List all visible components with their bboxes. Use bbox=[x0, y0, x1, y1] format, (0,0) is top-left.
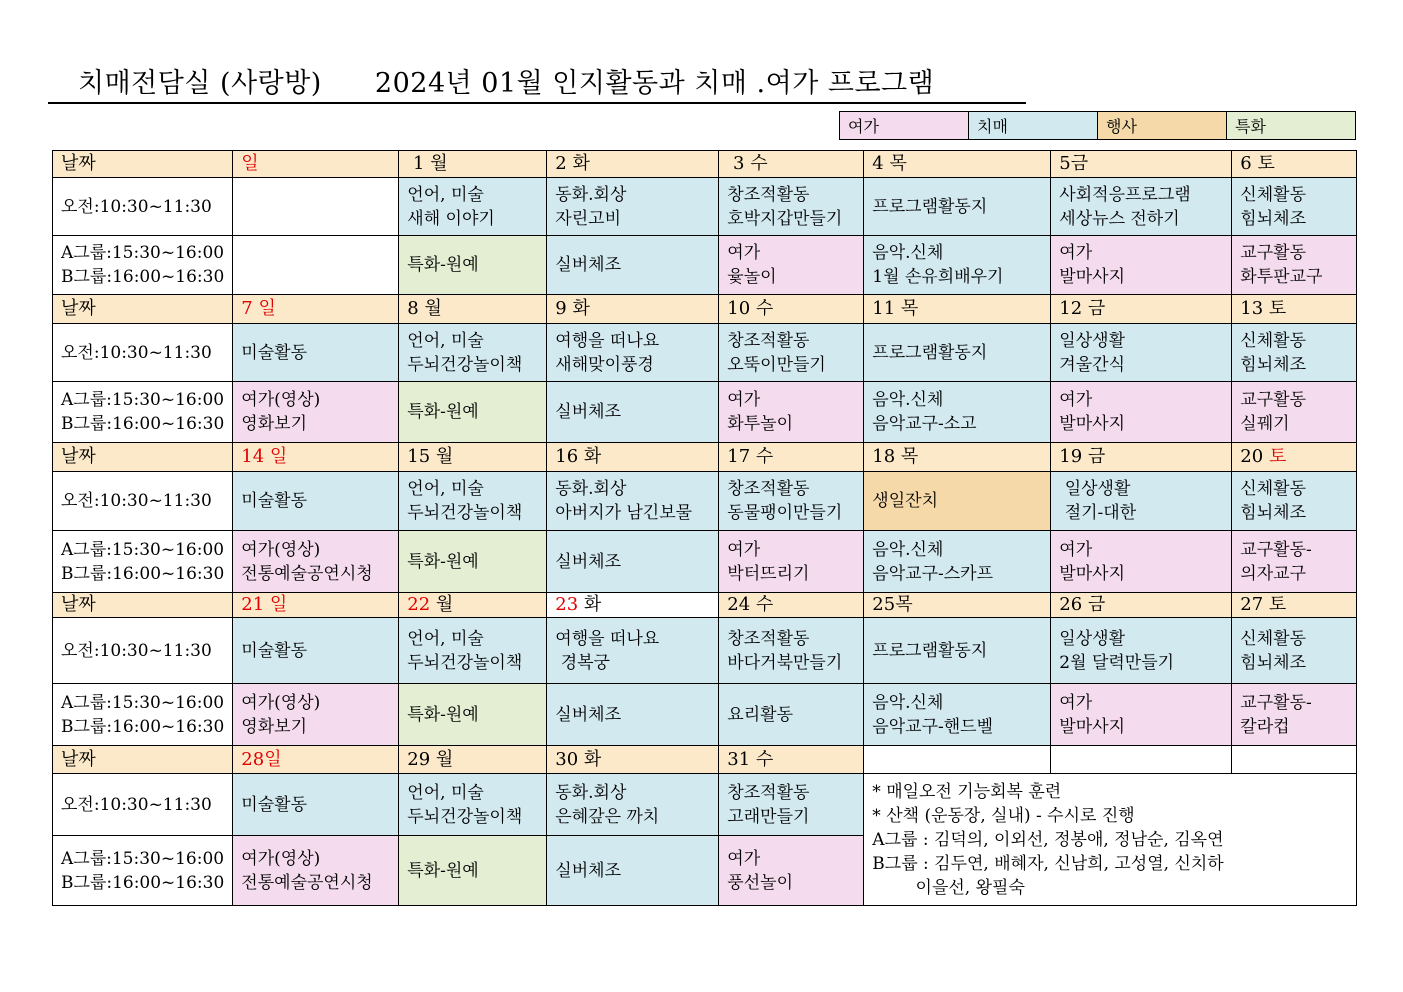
activity-cell: 특화-원예 bbox=[399, 382, 547, 443]
activity-cell: 특화-원예 bbox=[399, 684, 547, 746]
morning-time: 오전:10:30~11:30 bbox=[53, 618, 233, 684]
morning-time: 오전:10:30~11:30 bbox=[53, 178, 233, 236]
activity-cell: 여가(영상) 전통예술공연시청 bbox=[233, 836, 399, 906]
activity-cell: 실버체조 bbox=[547, 236, 719, 295]
activity-cell: 신체활동 힘뇌체조 bbox=[1232, 324, 1357, 382]
date-row bbox=[53, 746, 1357, 774]
activity-cell: 신체활동 힘뇌체조 bbox=[1232, 618, 1357, 684]
date-cell-empty bbox=[1232, 746, 1357, 774]
date-cell: 16 화 bbox=[547, 443, 719, 472]
date-cell: 22 월 bbox=[399, 593, 547, 618]
afternoon-time: A그룹:15:30~16:00 B그룹:16:00~16:30 bbox=[53, 531, 233, 593]
activity-cell: 음악.신체 1월 손유희배우기 bbox=[864, 236, 1051, 295]
activity-cell: 언어, 미술 두뇌건강놀이책 bbox=[399, 324, 547, 382]
date-cell: 11 목 bbox=[864, 295, 1051, 324]
legend-yeoga: 여가 bbox=[840, 112, 969, 140]
activity-cell: 여가 발마사지 bbox=[1051, 684, 1232, 746]
date-cell: 5금 bbox=[1051, 151, 1232, 178]
date-cell: 25목 bbox=[864, 593, 1051, 618]
activity-cell: 미술활동 bbox=[233, 324, 399, 382]
activity-cell: 실버체조 bbox=[547, 836, 719, 906]
date-cell-empty bbox=[1051, 746, 1232, 774]
date-cell: 18 목 bbox=[864, 443, 1051, 472]
activity-cell: 실버체조 bbox=[547, 531, 719, 593]
activity-cell: 동화.회상 은혜갚은 까치 bbox=[547, 774, 719, 836]
activity-cell: 프로그램활동지 bbox=[864, 178, 1051, 236]
date-cell: 14 일 bbox=[233, 443, 399, 472]
activity-cell: 언어, 미술 두뇌건강놀이책 bbox=[399, 618, 547, 684]
date-cell: 20 토 bbox=[1232, 443, 1357, 472]
schedule-table bbox=[52, 150, 1357, 906]
date-cell: 2 화 bbox=[547, 151, 719, 178]
morning-row bbox=[53, 472, 1357, 531]
activity-cell: 교구활동 실꿰기 bbox=[1232, 382, 1357, 443]
date-row bbox=[53, 593, 1357, 618]
date-cell: 31 수 bbox=[719, 746, 864, 774]
date-cell: 13 토 bbox=[1232, 295, 1357, 324]
activity-cell: 특화-원예 bbox=[399, 236, 547, 295]
activity-cell: 신체활동 힘뇌체조 bbox=[1232, 472, 1357, 531]
date-cell: 23 화 bbox=[547, 593, 719, 618]
activity-cell: 언어, 미술 두뇌건강놀이책 bbox=[399, 774, 547, 836]
activity-cell: 여가 발마사지 bbox=[1051, 531, 1232, 593]
date-row bbox=[53, 151, 1357, 178]
activity-cell: 여가 윷놀이 bbox=[719, 236, 864, 295]
activity-cell: 여가 풍선놀이 bbox=[719, 836, 864, 906]
activity-cell: 언어, 미술 두뇌건강놀이책 bbox=[399, 472, 547, 531]
date-label: 날짜 bbox=[53, 295, 233, 324]
activity-cell: 미술활동 bbox=[233, 774, 399, 836]
activity-cell: 동화.회상 자린고비 bbox=[547, 178, 719, 236]
afternoon-row bbox=[53, 531, 1357, 593]
title-room: 치매전담실 (사랑방) bbox=[78, 68, 322, 99]
date-cell: 4 목 bbox=[864, 151, 1051, 178]
date-cell: 1 월 bbox=[399, 151, 547, 178]
activity-cell: 미술활동 bbox=[233, 472, 399, 531]
activity-cell: 여가 발마사지 bbox=[1051, 382, 1232, 443]
activity-cell: 여행을 떠나요 새해맞이풍경 bbox=[547, 324, 719, 382]
activity-cell: 실버체조 bbox=[547, 382, 719, 443]
date-cell: 3 수 bbox=[719, 151, 864, 178]
legend-chimae: 치매 bbox=[969, 112, 1098, 140]
date-cell: 8 월 bbox=[399, 295, 547, 324]
date-cell: 일 bbox=[233, 151, 399, 178]
date-label: 날짜 bbox=[53, 443, 233, 472]
activity-cell: 음악.신체 음악교구-스카프 bbox=[864, 531, 1051, 593]
morning-row bbox=[53, 178, 1357, 236]
date-cell: 6 토 bbox=[1232, 151, 1357, 178]
activity-cell: 미술활동 bbox=[233, 618, 399, 684]
date-label: 날짜 bbox=[53, 593, 233, 618]
date-cell: 9 화 bbox=[547, 295, 719, 324]
activity-cell: 여가 박터뜨리기 bbox=[719, 531, 864, 593]
afternoon-time: A그룹:15:30~16:00 B그룹:16:00~16:30 bbox=[53, 836, 233, 906]
date-label: 날짜 bbox=[53, 151, 233, 178]
activity-cell: 요리활동 bbox=[719, 684, 864, 746]
notes-panel: * 매일오전 기능회복 훈련 * 산책 (운동장, 실내) - 수시로 진행 A그룹 : 김덕의, 이외선, 정봉애, 정남순, 김옥연 B그룹 : 김두연, 배혜자, 신남희, 고성열, 신치하 이을선, 왕필숙 bbox=[864, 774, 1357, 906]
activity-cell: 생일잔치 bbox=[864, 472, 1051, 531]
morning-row bbox=[53, 618, 1357, 684]
activity-cell: 동화.회상 아버지가 남긴보물 bbox=[547, 472, 719, 531]
activity-cell: 여가(영상) 영화보기 bbox=[233, 382, 399, 443]
date-cell-empty bbox=[864, 746, 1051, 774]
date-cell: 7 일 bbox=[233, 295, 399, 324]
date-cell: 12 금 bbox=[1051, 295, 1232, 324]
afternoon-time: A그룹:15:30~16:00 B그룹:16:00~16:30 bbox=[53, 236, 233, 295]
date-cell: 26 금 bbox=[1051, 593, 1232, 618]
activity-cell: 음악.신체 음악교구-핸드벨 bbox=[864, 684, 1051, 746]
activity-cell bbox=[233, 236, 399, 295]
morning-row bbox=[53, 324, 1357, 382]
activity-cell: 프로그램활동지 bbox=[864, 618, 1051, 684]
date-label: 날짜 bbox=[53, 746, 233, 774]
activity-cell: 창조적활동 바다거북만들기 bbox=[719, 618, 864, 684]
morning-time: 오전:10:30~11:30 bbox=[53, 472, 233, 531]
activity-cell: 여행을 떠나요 경복궁 bbox=[547, 618, 719, 684]
page-title bbox=[48, 66, 1026, 104]
afternoon-time: A그룹:15:30~16:00 B그룹:16:00~16:30 bbox=[53, 382, 233, 443]
legend-special: 특화 bbox=[1227, 112, 1356, 140]
activity-cell: 창조적활동 오뚝이만들기 bbox=[719, 324, 864, 382]
activity-cell: 특화-원예 bbox=[399, 836, 547, 906]
date-cell: 29 월 bbox=[399, 746, 547, 774]
date-cell: 10 수 bbox=[719, 295, 864, 324]
date-cell: 28일 bbox=[233, 746, 399, 774]
activity-cell: 창조적활동 동물팽이만들기 bbox=[719, 472, 864, 531]
date-row bbox=[53, 443, 1357, 472]
date-cell: 27 토 bbox=[1232, 593, 1357, 618]
afternoon-row bbox=[53, 684, 1357, 746]
date-cell: 17 수 bbox=[719, 443, 864, 472]
activity-cell: 일상생활 절기-대한 bbox=[1051, 472, 1232, 531]
activity-cell: 음악.신체 음악교구-소고 bbox=[864, 382, 1051, 443]
date-cell: 30 화 bbox=[547, 746, 719, 774]
activity-cell: 특화-원예 bbox=[399, 531, 547, 593]
activity-cell: 신체활동 힘뇌체조 bbox=[1232, 178, 1357, 236]
morning-time: 오전:10:30~11:30 bbox=[53, 774, 233, 836]
date-cell: 19 금 bbox=[1051, 443, 1232, 472]
activity-cell: 교구활동 화투판교구 bbox=[1232, 236, 1357, 295]
date-cell: 15 월 bbox=[399, 443, 547, 472]
activity-cell: 여가 발마사지 bbox=[1051, 236, 1232, 295]
activity-cell: 일상생활 2월 달력만들기 bbox=[1051, 618, 1232, 684]
afternoon-row bbox=[53, 236, 1357, 295]
title-program: 2024년 01월 인지활동과 치매 .여가 프로그램 bbox=[374, 68, 935, 99]
legend-event: 행사 bbox=[1098, 112, 1227, 140]
color-legend bbox=[839, 111, 1356, 140]
date-row bbox=[53, 295, 1357, 324]
activity-cell: 일상생활 겨울간식 bbox=[1051, 324, 1232, 382]
activity-cell: 언어, 미술 새해 이야기 bbox=[399, 178, 547, 236]
date-cell: 21 일 bbox=[233, 593, 399, 618]
afternoon-row bbox=[53, 382, 1357, 443]
activity-cell: 교구활동- 칼라컵 bbox=[1232, 684, 1357, 746]
activity-cell: 실버체조 bbox=[547, 684, 719, 746]
activity-cell bbox=[233, 178, 399, 236]
activity-cell: 프로그램활동지 bbox=[864, 324, 1051, 382]
activity-cell: 여가(영상) 영화보기 bbox=[233, 684, 399, 746]
activity-cell: 교구활동- 의자교구 bbox=[1232, 531, 1357, 593]
activity-cell: 여가(영상) 전통예술공연시청 bbox=[233, 531, 399, 593]
activity-cell: 창조적활동 고래만들기 bbox=[719, 774, 864, 836]
date-cell: 24 수 bbox=[719, 593, 864, 618]
afternoon-time: A그룹:15:30~16:00 B그룹:16:00~16:30 bbox=[53, 684, 233, 746]
activity-cell: 여가 화투놀이 bbox=[719, 382, 864, 443]
activity-cell: 창조적활동 호박지갑만들기 bbox=[719, 178, 864, 236]
activity-cell: 사회적응프로그램 세상뉴스 전하기 bbox=[1051, 178, 1232, 236]
morning-row bbox=[53, 774, 1357, 836]
morning-time: 오전:10:30~11:30 bbox=[53, 324, 233, 382]
